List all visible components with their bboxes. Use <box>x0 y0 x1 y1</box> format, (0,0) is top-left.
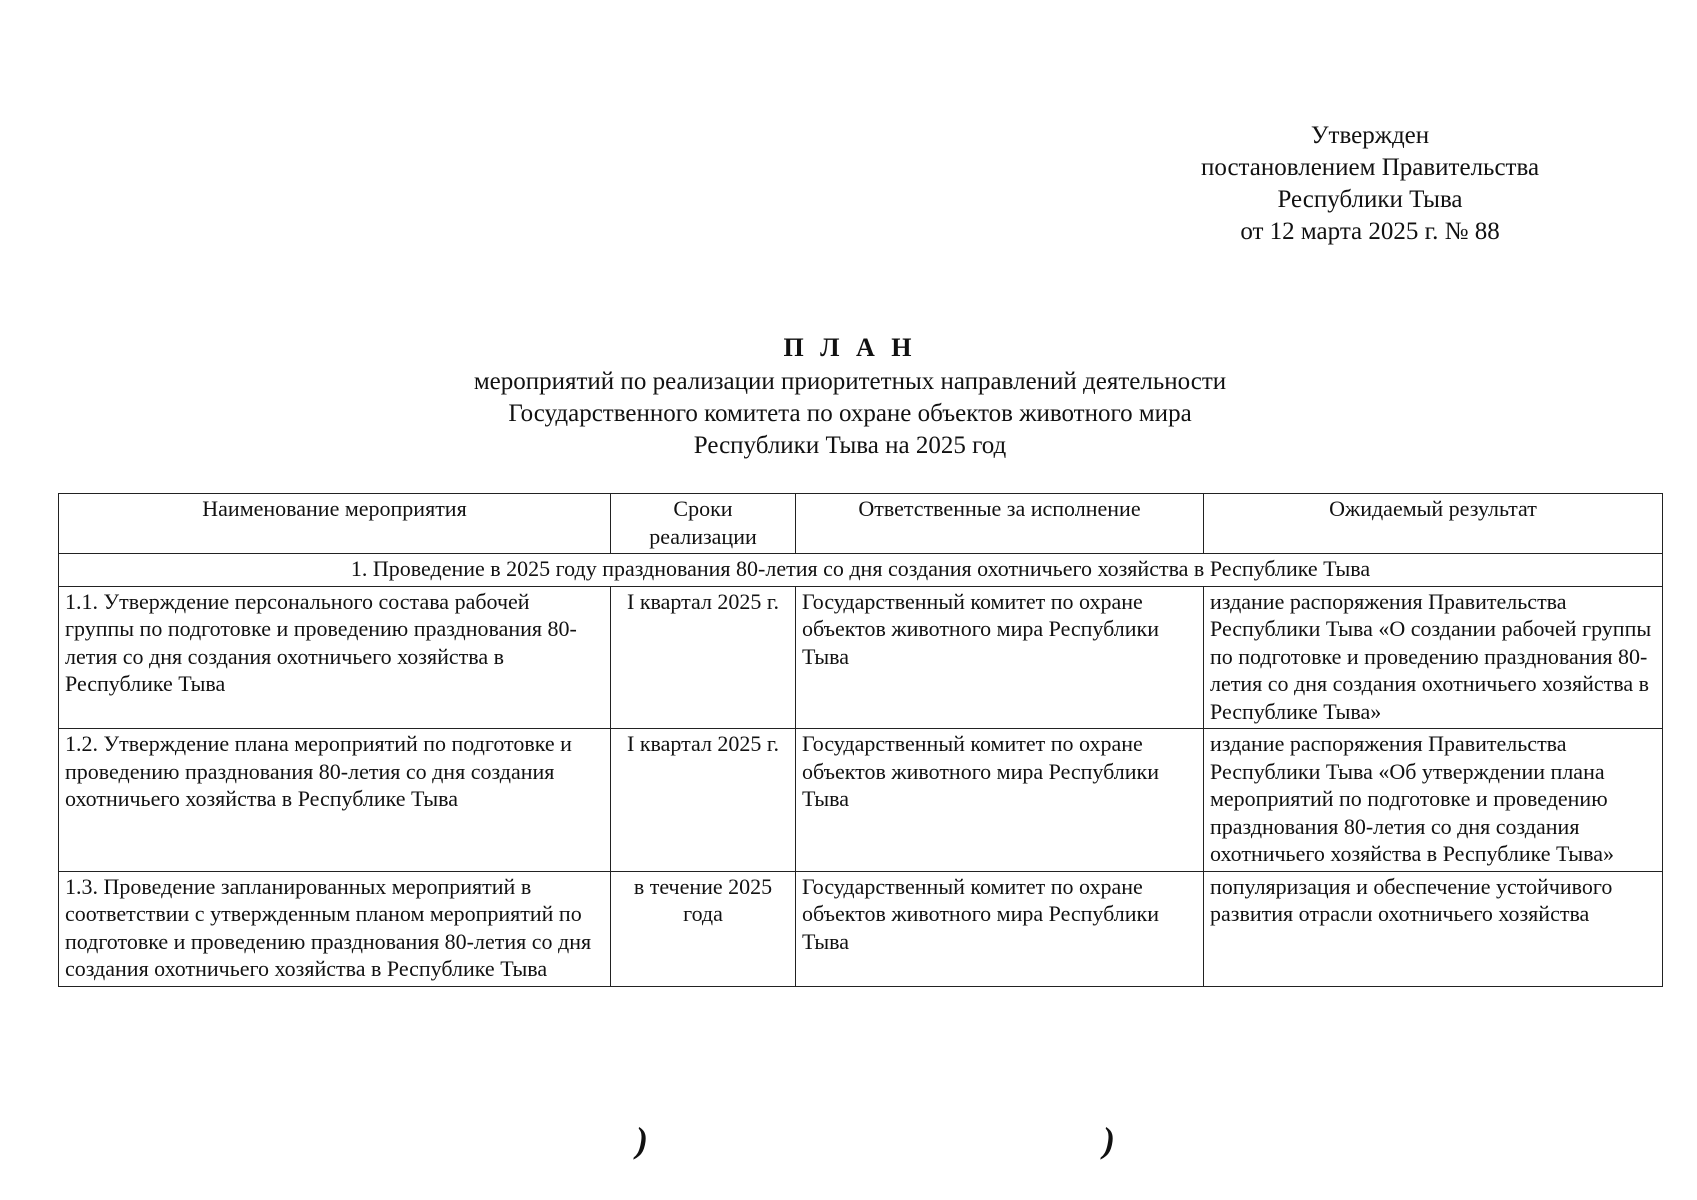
row-name: 1.2. Утверждение плана мероприятий по подготовке и проведению празднования 80-летия со дня создания охотничьего хозяйства в Республике Тыва <box>59 729 611 872</box>
row-name: 1.1. Утверждение персонального состава рабочей группы по подготовке и проведению празднования 80-летия со дня создания охотничьего хозяйства в Республике Тыва <box>59 586 611 729</box>
plan-table <box>58 493 1663 987</box>
row-responsible: Государственный комитет по охране объектов животного мира Республики Тыва <box>796 586 1204 729</box>
approval-line-4: от 12 марта 2025 г. № 88 <box>1240 218 1500 245</box>
row-responsible: Государственный комитет по охране объектов животного мира Республики Тыва <box>796 729 1204 872</box>
header-responsible: Ответственные за исполнение <box>796 494 1204 554</box>
header-terms: Сроки реализации <box>611 494 796 554</box>
scan-mark-left: ) <box>636 1120 648 1160</box>
title-line-2: Государственного комитета по охране объектов животного мира <box>508 400 1192 427</box>
section-row <box>59 554 1663 587</box>
approval-line-3: Республики Тыва <box>1277 186 1463 213</box>
table-row <box>59 729 1663 872</box>
scan-mark-right: ) <box>1103 1120 1115 1160</box>
header-name: Наименование мероприятия <box>59 494 611 554</box>
plan-heading: П Л А Н <box>783 333 917 362</box>
header-result: Ожидаемый результат <box>1204 494 1663 554</box>
row-responsible: Государственный комитет по охране объектов животного мира Республики Тыва <box>796 871 1204 986</box>
table-header-row <box>59 494 1663 554</box>
row-result: издание распоряжения Правительства Республики Тыва «О создании рабочей группы по подготовке и проведению празднования 80-летия со дня создания охотничьего хозяйства в Республике Тыва» <box>1204 586 1663 729</box>
table-row <box>59 871 1663 986</box>
row-result: издание распоряжения Правительства Республики Тыва «Об утверждении плана мероприятий по подготовке и проведению празднования 80-летия со дня создания охотничьего хозяйства в Республике Тыва» <box>1204 729 1663 872</box>
document-title <box>300 332 1400 462</box>
row-terms: I квартал 2025 г. <box>611 729 796 872</box>
row-result: популяризация и обеспечение устойчивого развития отрасли охотничьего хозяйства <box>1204 871 1663 986</box>
row-terms: в течение 2025 года <box>611 871 796 986</box>
row-name: 1.3. Проведение запланированных мероприятий в соответствии с утвержденным планом мероприятий по подготовке и проведению празднования 80-летия со дня создания охотничьего хозяйства в Республике Тыва <box>59 871 611 986</box>
table-row <box>59 586 1663 729</box>
approval-line-2: постановлением Правительства <box>1200 154 1540 181</box>
title-line-3: Республики Тыва на 2025 год <box>693 432 1007 459</box>
approval-stamp <box>1180 120 1560 248</box>
section-title: 1. Проведение в 2025 году празднования 80-летия со дня создания охотничьего хозяйства в Республике Тыва <box>59 554 1663 587</box>
title-line-1: мероприятий по реализации приоритетных направлений деятельности <box>473 368 1227 395</box>
row-terms: I квартал 2025 г. <box>611 586 796 729</box>
approval-line-1: Утвержден <box>1310 122 1430 149</box>
